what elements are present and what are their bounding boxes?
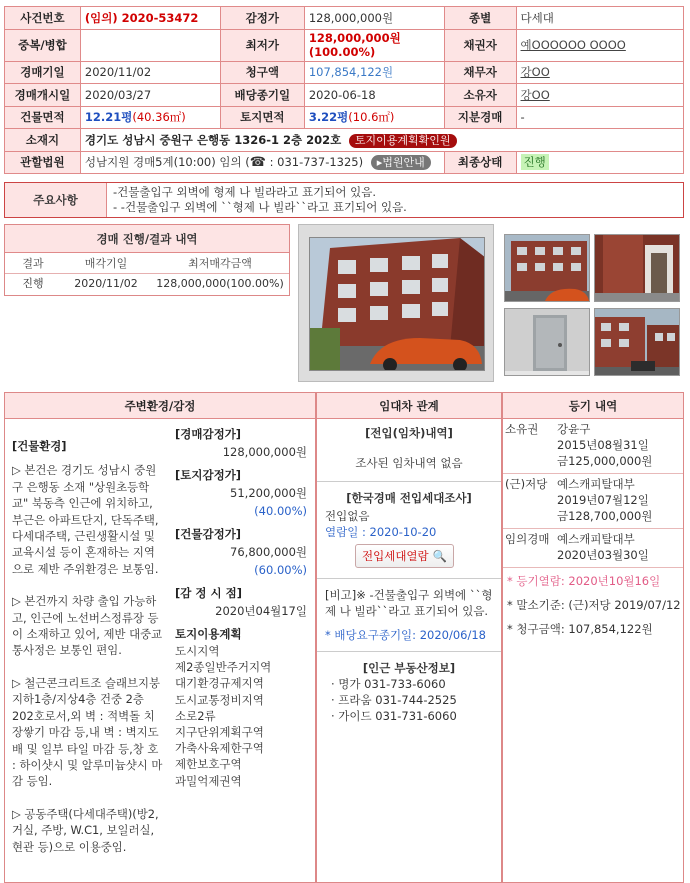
moved-in-status: 전입없음	[325, 509, 370, 523]
registry-holder: 강윤구	[557, 422, 591, 436]
appraisal-date: 2020년04월17일	[215, 604, 307, 618]
nearby-agency-list	[325, 676, 493, 724]
type-label: 종별	[444, 7, 516, 30]
environment-paragraph: ▷ 공동주택(다세대주택)(방2, 거실, 주방, W.C1, 보일러실, 현관 등)으로 이용중임.	[12, 806, 159, 854]
minimum-price-label: 최저가	[220, 29, 304, 61]
auction-appraisal-value: 128,000,000원	[222, 445, 307, 459]
appraisal-value: 128,000,000원	[304, 7, 444, 30]
creditor-label: 채권자	[444, 29, 516, 61]
land-appraisal-percent: (40.00%)	[254, 504, 307, 518]
share-auction-value: -	[516, 106, 683, 129]
duplicate-label: 중복/병합	[5, 29, 81, 61]
final-status-cell	[516, 151, 683, 174]
registry-amount: 금128,700,000원	[557, 509, 653, 523]
building-appraisal-value: 76,800,000원	[230, 545, 307, 559]
land-area-m2: (10.6㎡)	[348, 110, 395, 125]
building-appraisal-percent: (60.00%)	[254, 563, 307, 577]
registry-holder: 예스캐피탈대부	[557, 532, 635, 546]
list-item: 도시지역	[175, 644, 220, 658]
registry-date: 2020년03월30일	[557, 548, 649, 562]
main-photo-image	[309, 237, 485, 371]
thumbnail-photo[interactable]	[594, 234, 680, 302]
registry-kind: (근)저당	[505, 477, 548, 491]
building-area-m2: (40.36㎡)	[132, 110, 186, 125]
key-note-line: - -건물출입구 외벽에 ``형제 나 빌라``라고 표기되어 있음.	[113, 200, 407, 214]
address-label: 소재지	[5, 129, 81, 152]
list-item: 제한보호구역	[175, 757, 242, 772]
progress-header-result: 결과	[5, 253, 61, 273]
key-notes-text	[107, 183, 413, 217]
auction-start-date: 2020/03/27	[80, 84, 220, 107]
dividend-deadline: 2020-06-18	[304, 84, 444, 107]
registry-kind: 소유권	[505, 422, 539, 436]
registry-view-date	[507, 573, 679, 589]
resident-view-button[interactable]	[355, 544, 454, 568]
key-notes	[4, 182, 684, 218]
auction-progress-title: 경매 진행/결과 내역	[5, 225, 289, 253]
thumbnail-image	[595, 235, 680, 302]
court-phone: : 031-737-1325)	[265, 155, 364, 170]
building-photo-illustration	[310, 238, 485, 371]
type-value: 다세대	[516, 7, 683, 30]
building-area-pyeong: 12.21평	[84, 110, 133, 125]
claim-total	[507, 621, 679, 637]
list-item: 대기환경규제지역	[175, 676, 264, 691]
building-area	[80, 106, 220, 129]
creditor-link[interactable]: 예OOOOOO OOOO	[520, 38, 626, 52]
address: 경기도 성남시 중원구 은행동 1326-1 2층 202호	[84, 132, 342, 147]
debtor-link[interactable]: 강OO	[520, 65, 550, 80]
list-item: 도시교통정비지역	[175, 692, 264, 707]
view-date: 열람일 : 2020-10-20	[325, 525, 437, 539]
environment-panel	[4, 392, 316, 883]
base-right	[507, 597, 679, 613]
lease-title: 임대차 관계	[317, 393, 501, 419]
list-item: 과밀억제권역	[175, 773, 242, 788]
status-badge: 진행	[521, 154, 549, 170]
progress-header-date: 매각기일	[61, 253, 151, 273]
building-environment-heading: [건물환경]	[12, 439, 67, 453]
thumbnail-photo[interactable]	[504, 308, 590, 376]
environment-paragraph: ▷ 본건까지 차량 출입 가능하고, 인근에 노선버스정류장 등이 소재하고 있어, 제반 대중교통사정은 보통인 편임.	[12, 594, 163, 658]
minimum-price-value: 128,000,000원	[308, 31, 401, 45]
auction-start-label: 경매개시일	[5, 84, 81, 107]
lease-panel	[316, 392, 502, 883]
minimum-price-percent: (100.00%)	[308, 45, 376, 59]
court-guide-label: 법원안내	[382, 156, 425, 170]
thumbnail-image	[505, 235, 590, 302]
auction-date-label: 경매기일	[5, 61, 81, 84]
table-row	[503, 419, 683, 474]
progress-header-amount: 최저매각금액	[151, 253, 289, 273]
court-info: 성남지원 경매5계(10:00) 임의 (	[84, 155, 250, 170]
registry-panel	[502, 392, 684, 883]
thumbnail-image	[595, 309, 680, 376]
registry-content	[503, 419, 683, 642]
resident-survey-heading: [한국경매 전입세대조사]	[346, 491, 472, 505]
claim-total-text: * 청구금액: 107,854,122원	[507, 622, 653, 636]
building-appraisal-heading: [건물감정가]	[175, 527, 242, 541]
lease-content	[317, 425, 501, 724]
thumbnail-photo[interactable]	[594, 308, 680, 376]
table-row	[503, 529, 683, 568]
search-icon: 🔍	[432, 549, 447, 563]
thumbnail-photo[interactable]	[504, 234, 590, 302]
share-auction-label: 지분경매	[444, 106, 516, 129]
dividend-deadline-label: 배당종기일	[220, 84, 304, 107]
environment-description	[12, 438, 164, 871]
minimum-price	[304, 29, 444, 61]
nearby-agency-heading: [인근 부동산정보]	[362, 661, 456, 675]
progress-date: 2020/11/02	[74, 276, 138, 290]
land-area-pyeong: 3.22평	[308, 110, 349, 125]
case-summary-table	[4, 6, 684, 174]
registry-title: 등기 내역	[503, 393, 683, 419]
auction-progress-panel	[4, 224, 290, 296]
land-appraisal-value: 51,200,000원	[230, 486, 307, 500]
court-cell	[80, 151, 444, 174]
land-use-plan-list	[175, 643, 307, 789]
dividend-deadline-note: * 배당요구종기일: 2020/06/18	[325, 628, 486, 642]
thumbnail-image	[505, 309, 590, 376]
appraisal-label: 감정가	[220, 7, 304, 30]
appraisal-detail	[175, 425, 307, 789]
lease-history-heading: [전입(임차)내역]	[365, 426, 453, 440]
appraisal-date-heading: [감 정 시 점]	[175, 586, 242, 600]
case-number: (임의) 2020-53472	[80, 7, 220, 30]
registry-amount: 금125,000,000원	[557, 454, 653, 468]
auction-date: 2020/11/02	[80, 61, 220, 84]
list-item: · 가이드 031-731-6060	[331, 709, 457, 723]
list-item: · 명가 031-733-6060	[331, 677, 446, 691]
phone-icon: ☎	[249, 155, 266, 171]
final-status-label: 최종상태	[444, 151, 516, 174]
key-note-line: -건물출입구 외벽에 형제 나 빌라라고 표기되어 있음.	[113, 185, 377, 199]
land-area	[304, 106, 444, 129]
registry-date: 2015년08월31일	[557, 438, 649, 452]
registry-holder: 예스캐피탈대부	[557, 477, 635, 491]
table-row	[503, 474, 683, 529]
progress-result: 진행	[22, 277, 44, 291]
auction-progress-table	[5, 253, 289, 293]
owner-link[interactable]: 강OO	[520, 87, 550, 102]
case-number-label: 사건번호	[5, 7, 81, 30]
court-guide-button[interactable]	[371, 155, 431, 170]
progress-amount: 128,000,000(100.00%)	[156, 276, 284, 290]
claim-label: 청구액	[220, 61, 304, 84]
land-appraisal-heading: [토지감정가]	[175, 468, 242, 482]
arrow-icon: ▸	[376, 156, 383, 170]
land-use-plan-heading: 토지이용계획	[175, 627, 242, 641]
debtor-label: 채무자	[444, 61, 516, 84]
environment-paragraph: ▷ 철근콘크리트조 슬래브지붕 지하1층/지상4층 건중 2층 202호로서,외 벽 : 적벽돌 치장쌓기 마감 등,내 벽 : 벽지도배 및 일부 타일 마감 등,창 호 : 하이샷시 및 알루미늄샷시 마감 등임.	[12, 675, 163, 789]
resident-view-label: 전입세대열람	[362, 549, 429, 563]
registry-view-date-text: * 등기열람: 2020년10월16일	[507, 574, 661, 588]
building-area-label: 건물면적	[5, 106, 81, 129]
environment-title: 주변환경/감정	[5, 393, 315, 419]
address-cell	[80, 129, 683, 152]
list-item: 제2종일반주거지역	[175, 660, 272, 675]
lease-memo: [비고]※ -건물출입구 외벽에 ``형제 나 빌라``라고 표기되어 있음.	[325, 588, 493, 618]
claim-amount: 107,854,122원	[304, 61, 444, 84]
table-row	[5, 273, 289, 293]
registry-date: 2019년07월12일	[557, 493, 649, 507]
main-property-photo[interactable]	[298, 224, 494, 382]
registry-summary	[503, 568, 683, 642]
environment-paragraph: ▷ 본건은 경기도 성남시 중원구 은행동 소재 "상원초등학교" 북동측 인근에 위치하고, 부근은 아파트단지, 단독주택, 다세대주택, 근린생활시설 및 교육시설 등이 혼재하는 지역으로 제반 주위환경은 보통임.	[12, 463, 159, 576]
land-area-label: 토지면적	[220, 106, 304, 129]
key-notes-label: 주요사항	[5, 183, 107, 217]
duplicate-value	[80, 29, 220, 61]
lease-none-text: 조사된 임차내역 없음	[355, 456, 463, 470]
list-item: 가축사육제한구역	[175, 741, 264, 756]
land-use-plan-button[interactable]: 토지이용계획확인원	[349, 134, 457, 148]
auction-appraisal-heading: [경매감정가]	[175, 427, 242, 441]
court-label: 관할법원	[5, 151, 81, 174]
list-item: · 프라움 031-744-2525	[331, 693, 457, 707]
base-right-text: * 말소기준: (근)저당 2019/07/12	[507, 598, 681, 612]
list-item: 지구단위계획구역	[175, 725, 264, 740]
registry-kind: 임의경매	[505, 532, 550, 546]
list-item: 소로2류	[175, 708, 216, 723]
owner-label: 소유자	[444, 84, 516, 107]
